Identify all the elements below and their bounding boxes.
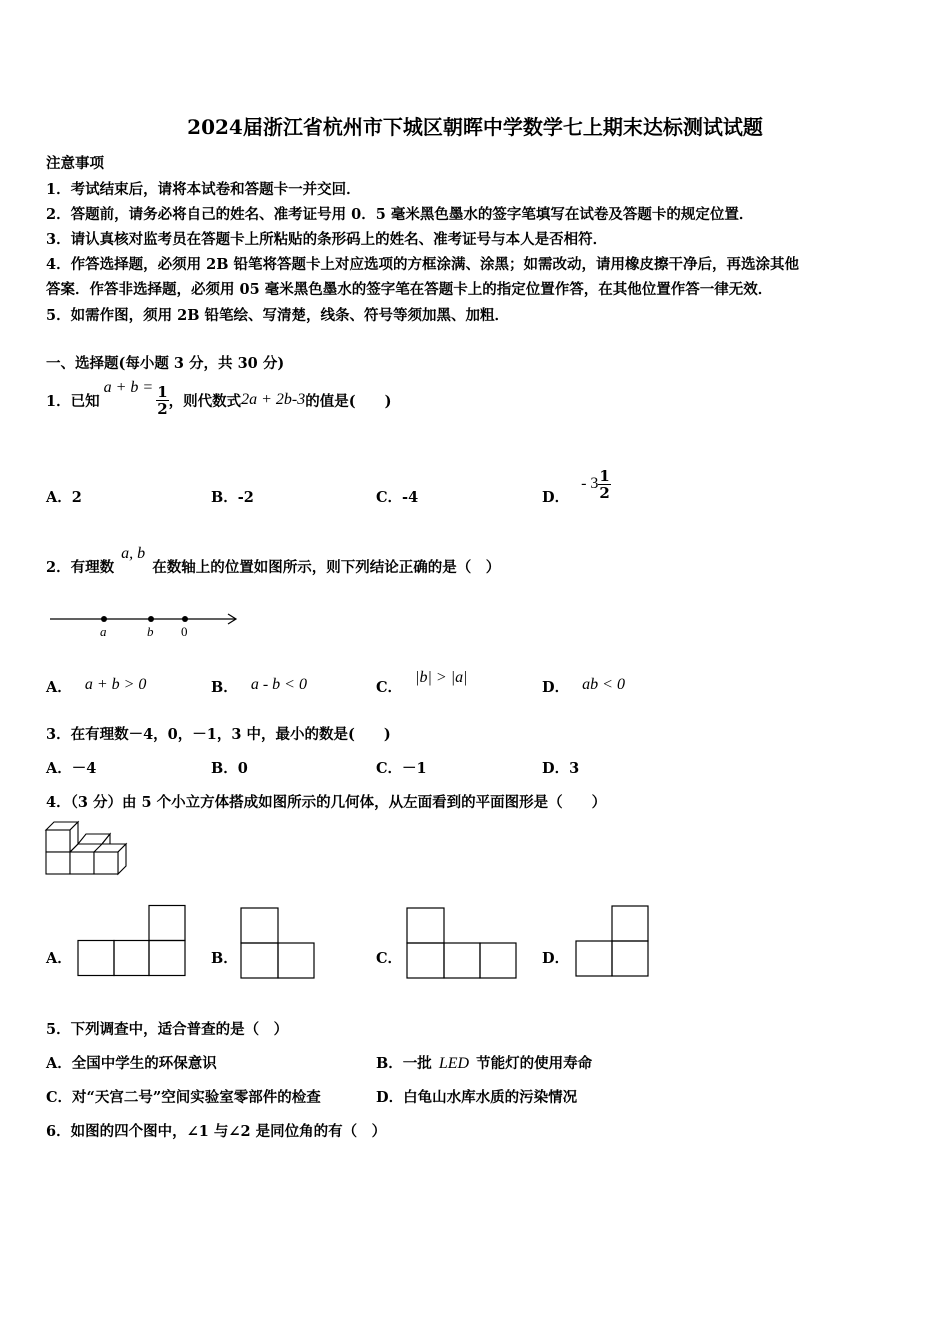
- q1-fraction-num: 1: [157, 382, 168, 401]
- option-value: a - b < 0: [250, 676, 307, 693]
- option-value: －1: [402, 760, 427, 777]
- q1-given: a + b =: [103, 379, 154, 396]
- question-3: 3．在有理数－4，0，－1，3 中，最小的数是( ): [46, 726, 391, 743]
- q5-option-b-prefix: B．一批: [376, 1055, 432, 1072]
- axis-label-b: b: [147, 624, 154, 639]
- q1-prefix: 1．已知: [46, 392, 100, 410]
- q4-option-a-figure: [74, 904, 188, 978]
- option-label: C．: [376, 489, 403, 506]
- q5-led: LED: [438, 1055, 470, 1072]
- q5-option-d: D．白龟山水库水质的污染情况: [376, 1089, 578, 1106]
- notice-item: 1．考试结束后，请将本试卷和答题卡一并交回．: [46, 181, 361, 198]
- q1-option-c: [376, 486, 418, 507]
- option-value: －4: [71, 760, 97, 777]
- notice-item: 3．请认真核对监考员在答题卡上所粘贴的条形码上的姓名、准考证号与本人是否相符．: [46, 231, 608, 248]
- option-label: A．: [46, 760, 72, 777]
- question-6: 6．如图的四个图中，∠1 与∠2 是同位角的有（ ）: [46, 1123, 387, 1140]
- point-b: [148, 616, 154, 622]
- option-value: |b| > |a|: [415, 669, 468, 686]
- q2-option-d: [542, 676, 625, 697]
- q1-option-b: [211, 486, 254, 507]
- q1-middle: ，则代数式: [168, 392, 242, 410]
- q1-d-fraction-den: 2: [599, 483, 610, 502]
- q4-option-b-label: B．: [211, 950, 238, 967]
- option-label: D．: [542, 488, 570, 506]
- option-value: -4: [402, 489, 419, 506]
- section-heading: 一、选择题(每小题 3 分，共 30 分): [46, 355, 285, 372]
- q2-vars: a, b: [121, 545, 146, 562]
- q5-option-c: C．对“天宫二号”空间实验室零部件的检查: [46, 1089, 321, 1106]
- option-value: a + b > 0: [84, 676, 147, 693]
- axis-label-a: a: [100, 624, 107, 639]
- option-value: 2: [71, 489, 82, 506]
- q4-option-d-figure: [572, 904, 652, 978]
- notice-item: 4．作答选择题，必须用 2B 铅笔将答题卡上对应选项的方框涂满、涂黑；如需改动，请用橡皮擦干净后，再选涂其他: [46, 256, 800, 273]
- option-label: A．: [46, 679, 72, 696]
- q4-option-a-label: A．: [46, 950, 72, 967]
- q2-suffix: 在数轴上的位置如图所示，则下列结论正确的是（ ）: [152, 559, 501, 576]
- option-label: D．: [542, 760, 570, 777]
- q4-option-c-label: C．: [376, 950, 403, 967]
- question-2: [46, 545, 501, 577]
- notice-item: 2．答题前，请务必将自己的姓名、准考证号用 0．5 毫米黑色墨水的签字笔填写在试卷及答题卡的规定位置．: [46, 206, 754, 223]
- option-label: D．: [542, 679, 570, 696]
- q1-expression: 2a + 2b-3: [241, 391, 306, 408]
- q4-option-c-figure: [403, 906, 519, 980]
- option-value: -2: [237, 489, 254, 506]
- option-value: 3: [569, 760, 580, 777]
- option-label: B．: [211, 679, 238, 696]
- option-value: ab < 0: [582, 676, 625, 693]
- notice-item: 5．如需作图，须用 2B 铅笔绘、写清楚，线条、符号等须加黑、加粗．: [46, 307, 510, 324]
- option-label: C．: [376, 679, 403, 696]
- q1-option-a: [46, 486, 82, 507]
- q5-option-b: [376, 1052, 592, 1073]
- q5-option-b-suffix: 节能灯的使用寿命: [476, 1055, 593, 1072]
- point-a: [101, 616, 107, 622]
- q2-prefix: 2．有理数: [46, 559, 115, 576]
- option-label: B．: [211, 489, 238, 506]
- cube-solid-figure: [44, 820, 130, 876]
- q1-option-d: [542, 462, 611, 506]
- question-1: [46, 376, 391, 424]
- option-label: B．: [211, 760, 238, 777]
- q2-option-b: [211, 676, 307, 697]
- question-4: 4．（3 分）由 5 个小立方体搭成如图所示的几何体，从左面看到的平面图形是（ ）: [46, 794, 607, 811]
- option-label: A．: [46, 489, 72, 506]
- q4-option-d-label: D．: [542, 950, 570, 967]
- point-zero: [182, 616, 188, 622]
- q3-option-c: [376, 757, 427, 778]
- q3-option-b: [211, 757, 248, 778]
- q1-suffix: 的值是( ): [305, 392, 392, 410]
- q3-option-d: [542, 757, 579, 778]
- q1-d-fraction: [598, 468, 610, 501]
- number-line: [50, 608, 240, 642]
- q2-option-a: [46, 676, 146, 697]
- q3-option-a: [46, 757, 96, 778]
- axis-label-zero: 0: [181, 624, 188, 639]
- q4-option-b-figure: [238, 906, 318, 980]
- q1-d-fraction-num: 1: [599, 466, 610, 485]
- q2-option-c: [376, 669, 468, 697]
- page-title: 2024届浙江省杭州市下城区朝晖中学数学七上期末达标测试试题: [187, 115, 763, 139]
- q1-fraction-den: 2: [157, 399, 168, 418]
- q5-option-a: A．全国中学生的环保意识: [46, 1055, 217, 1072]
- q1-fraction: [156, 384, 168, 417]
- question-5: 5．下列调查中，适合普查的是（ ）: [46, 1021, 289, 1038]
- notice-heading: 注意事项: [46, 155, 104, 172]
- option-value: - 3: [581, 475, 599, 492]
- option-value: 0: [237, 760, 248, 777]
- option-label: C．: [376, 760, 403, 777]
- notice-item: 答案．作答非选择题，必须用 05 毫米黑色墨水的签字笔在答题卡上的指定位置作答，在其他位置作答一律无效．: [46, 281, 773, 298]
